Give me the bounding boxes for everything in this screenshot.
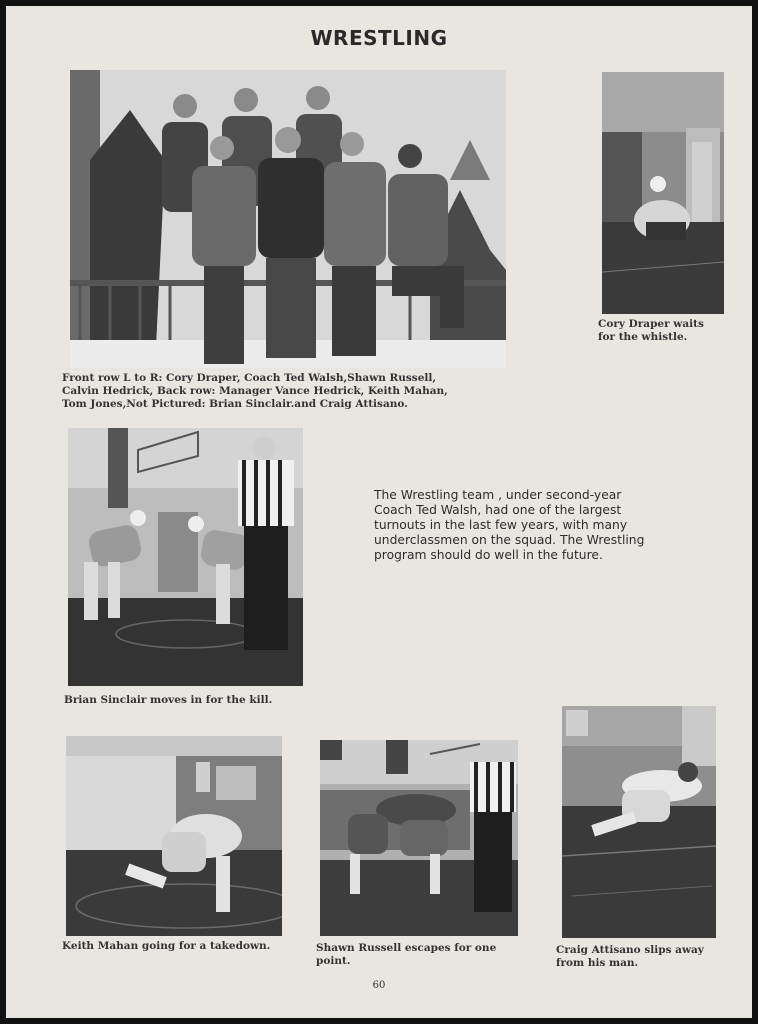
brian-sinclair-photo [68, 428, 303, 686]
craig-attisano-caption [556, 944, 704, 970]
caption-line: Calvin Hedrick, Back row: Manager Vance Hedrick, Keith Mahan, [62, 385, 448, 397]
story-line: program should do well in the future. [374, 548, 603, 562]
caption-line: Front row L to R: Cory Draper, Coach Ted Walsh,Shawn Russell, [62, 372, 437, 384]
story-text [374, 488, 744, 563]
page-number: 60 [372, 980, 386, 991]
brian-sinclair-caption [64, 694, 272, 707]
caption-line: Tom Jones,Not Pictured: Brian Sinclair.and Craig Attisano. [62, 398, 408, 410]
cory-draper-photo [602, 72, 724, 314]
shawn-russell-photo [320, 740, 518, 936]
page-title: WRESTLING [310, 26, 448, 50]
caption-line: from his man. [556, 957, 639, 969]
story-line: Coach Ted Walsh, had one of the largest [374, 503, 622, 517]
caption-line: Cory Draper waits [598, 318, 704, 330]
caption-line: Brian Sinclair moves in for the kill. [64, 694, 273, 706]
caption-line: Shawn Russell escapes for one [316, 942, 497, 954]
caption-line: point. [316, 955, 351, 967]
team-photo-caption [62, 372, 448, 411]
keith-mahan-caption [62, 940, 270, 953]
shawn-russell-caption [316, 942, 496, 968]
story-line: turnouts in the last few years, with many [374, 518, 628, 532]
caption-line: Craig Attisano slips away [556, 944, 704, 956]
team-photo [70, 70, 506, 368]
craig-attisano-photo [562, 706, 716, 938]
cory-draper-caption [598, 318, 704, 344]
yearbook-page [6, 6, 752, 1018]
story-line: The Wrestling team , under second-year [374, 488, 622, 502]
story-line: underclassmen on the squad. The Wrestling [374, 533, 645, 547]
keith-mahan-photo [66, 736, 282, 936]
caption-line: Keith Mahan going for a takedown. [62, 940, 271, 952]
caption-line: for the whistle. [598, 331, 688, 343]
